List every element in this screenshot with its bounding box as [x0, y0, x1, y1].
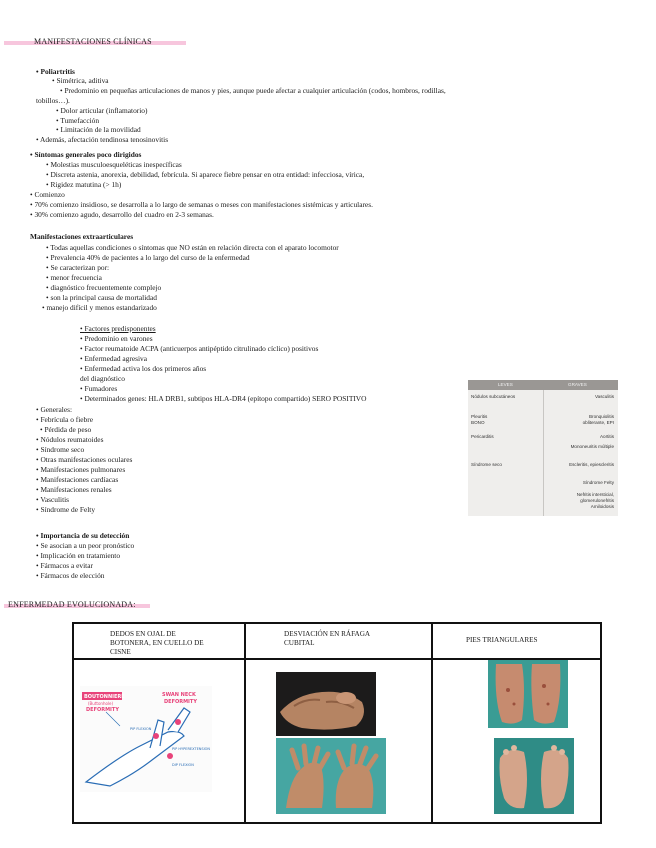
list-item: del diagnóstico — [80, 374, 125, 383]
list-item: • Enfermedad agresiva — [80, 354, 148, 363]
list-item: • Se caracterizan por: — [46, 263, 110, 272]
diagram-label: DEFORMITY — [164, 699, 197, 705]
list-item: • Manifestaciones pulmonares — [36, 465, 126, 474]
list-item: • Determinados genes: HLA DRB1, subtipos HLA-DR4 (epítopo compartido) SERO POSITIVO — [80, 394, 367, 403]
poliartritis-title: Poliartritis — [40, 67, 75, 76]
section-title-manifestaciones: MANIFESTACIONES CLÍNICAS — [34, 37, 152, 46]
list-item: • Síndrome de Felty — [36, 505, 96, 514]
triangular-feet-photo-2 — [494, 738, 574, 814]
hand-photo — [276, 672, 376, 736]
table-divider — [543, 390, 544, 516]
list-item: • Fumadores — [80, 384, 118, 393]
list-item: • Discreta astenia, anorexia, debilidad, febrícula. Si aparece fiebre pensar en otra entidad: infecciosa, vírica, — [46, 170, 365, 179]
list-item: • Febrícula o fiebre — [36, 415, 93, 424]
column-heading-pies: PIES TRIANGULARES — [466, 636, 538, 644]
table-cell: obliterante, EPI — [582, 420, 614, 425]
list-item: • Fármacos a evitar — [36, 561, 93, 570]
ulnar-deviation-photo-2 — [276, 738, 386, 814]
list-item: • Enfermedad activa los dos primeros años — [80, 364, 207, 373]
list-item: • Predominio en varones — [80, 334, 153, 343]
list-item: • Síndrome seco — [36, 445, 85, 454]
table-cell: Mononeuritis múltiple — [570, 444, 614, 449]
list-item: • Generales: — [36, 405, 73, 414]
list-item: • Manifestaciones cardíacas — [36, 475, 119, 484]
list-item: • Vasculitis — [36, 495, 70, 504]
list-item: • Dolor articular (inflamatorio) — [56, 106, 148, 115]
diagram-label: SWAN NECK — [162, 692, 196, 698]
list-item: • Molestias musculoesqueléticas inespecíficas — [46, 160, 182, 169]
table-cell: Vasculitis — [594, 394, 614, 399]
feet-photo — [488, 660, 568, 728]
diagram-label: PIP FLEXION — [130, 727, 152, 731]
table-header-graves: GRAVES — [568, 382, 587, 387]
manifestaciones-table — [468, 380, 618, 516]
table-cell: Nefritis intersticial, — [576, 492, 614, 497]
list-item: • 30% comienzo agudo, desarrollo del cuadro en 2-3 semanas. — [30, 210, 214, 219]
poliartritis-heading: • Poliartritis — [36, 67, 75, 76]
list-item: • Nódulos reumatoides — [36, 435, 104, 444]
table-cell: BONO — [471, 420, 485, 425]
list-item: • Pérdida de peso — [40, 425, 92, 434]
ulnar-deviation-photo-1 — [276, 672, 376, 736]
list-item: • Comienzo — [30, 190, 65, 199]
list-item: • Predominio en pequeñas articulaciones de manos y pies, aunque puede afectar a cualquier articulación (codos, hombros, rodillas, — [60, 86, 446, 95]
list-item: • Rigidez matutina (> 1h) — [46, 180, 122, 189]
list-item: • Limitación de la movilidad — [56, 125, 141, 134]
factores-heading: • Factores predisponentes — [80, 324, 156, 333]
list-item: • Manifestaciones renales — [36, 485, 112, 494]
list-item: • Todas aquellas condiciones o síntomas que NO están en relación directa con el aparato locomotor — [46, 243, 339, 252]
list-item: • diagnóstico frecuentemente complejo — [46, 283, 162, 292]
column-heading-desviacion: DESVIACIÓN EN RÁFAGA CUBITAL — [284, 630, 370, 647]
column-heading-dedos: DEDOS EN OJAL DE BOTONERA, EN CUELLO DE CISNE — [110, 630, 204, 656]
table-header — [468, 380, 618, 390]
list-item: • manejo difícil y menos estandarizado — [42, 303, 157, 312]
list-item: • son la principal causa de mortalidad — [46, 293, 157, 302]
list-item: • Se asocian a un peor pronóstico — [36, 541, 135, 550]
table-cell: glomerulonefritis — [580, 498, 614, 503]
table-cell: Bronquiolitis — [588, 414, 614, 419]
table-header-leves: LEVES — [498, 382, 513, 387]
list-item: • Implicación en tratamiento — [36, 551, 121, 560]
finger-deformity-diagram — [80, 686, 212, 792]
sintomas-heading: • Síntomas generales poco dirigidos — [30, 150, 142, 159]
diagram-label: PIP HYPEREXTENSION — [172, 747, 211, 751]
diagram-label: BOUTONNIERE — [84, 694, 125, 700]
evolucionada-table — [72, 622, 602, 824]
list-item: • Tumefacción — [56, 116, 100, 125]
table-cell: Síndrome seco — [471, 462, 502, 467]
importancia-heading: • Importancia de su detección — [36, 531, 130, 540]
diagram-label: DEFORMITY — [86, 707, 119, 713]
diagram-label: (Buttonhole) — [88, 701, 114, 706]
table-cell: Amiloidosis — [590, 504, 614, 509]
list-item: • menor frecuencia — [46, 273, 102, 282]
table-cell: Pericarditis — [471, 434, 494, 439]
table-divider — [244, 624, 246, 822]
table-cell: Aortitis — [599, 434, 614, 439]
list-item: • Factor reumatoide ACPA (anticuerpos antipéptido citrulinado cíclico) positivos — [80, 344, 319, 353]
deformity-illustration — [80, 686, 212, 792]
list-item: • Simétrica, aditiva — [52, 76, 109, 85]
triangular-feet-photo-1 — [488, 660, 568, 728]
feet-photo — [494, 738, 574, 814]
extraarticulares-heading: Manifestaciones extraarticulares — [30, 232, 134, 241]
table-cell: Escleritis, epiescleritis — [569, 462, 614, 467]
table-cell: Nódulos subcutáneos — [471, 394, 516, 399]
section-title-enfermedad: ENFERMEDAD EVOLUCIONADA: — [8, 600, 136, 609]
list-item: • Prevalencia 40% de pacientes a lo largo del curso de la enfermedad — [46, 253, 250, 262]
list-item: • 70% comienzo insidioso, se desarrolla a lo largo de semanas o meses con manifestaciones sistémicas y articulares. — [30, 200, 373, 209]
list-item: tobillos…). — [36, 96, 70, 105]
table-cell: Pleuritis — [471, 414, 488, 419]
list-item: • Fármacos de elección — [36, 571, 105, 580]
list-item: • Además, afectación tendinosa tenosinovitis — [36, 135, 169, 144]
table-divider — [431, 624, 433, 822]
list-item: • Otras manifestaciones oculares — [36, 455, 133, 464]
diagram-label: DIP FLEXION — [172, 763, 194, 767]
table-cell: Síndrome Felty — [582, 480, 614, 485]
hand-photo — [276, 738, 386, 814]
